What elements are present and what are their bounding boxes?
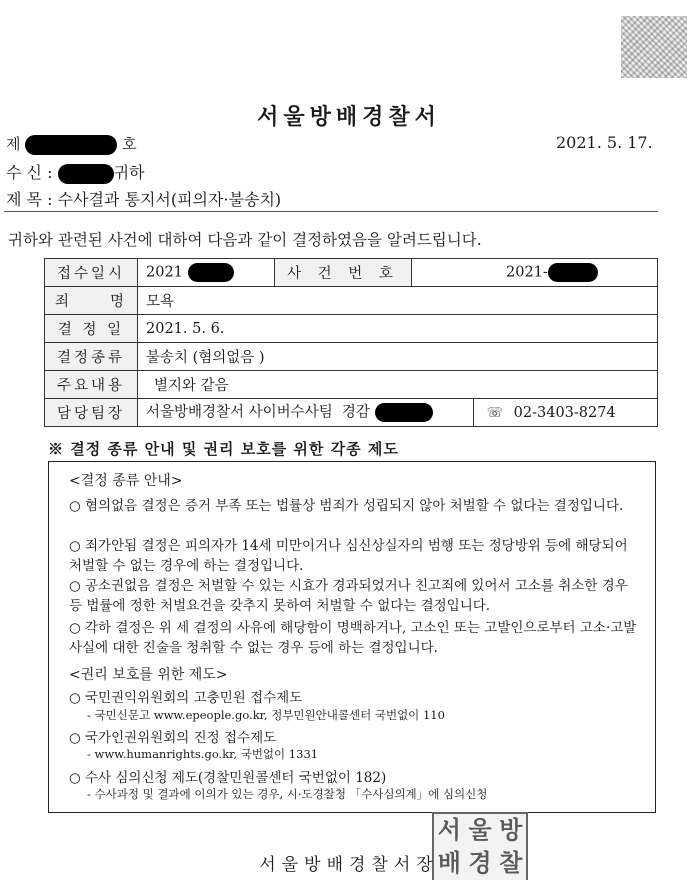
list-item: ○ 수사 심의신청 제도(경찰민원콜센터 국번없이 182) xyxy=(69,770,387,786)
decision-guide-heading: <결정 종류 안내> xyxy=(69,473,183,489)
decision-item-1: 혐의없음 결정은 증거 부족 또는 법률상 범죄가 성립되지 않아 처벌할 수 없다는 결정입니다. xyxy=(85,498,624,514)
recipient-label: 수 신 : xyxy=(6,163,53,182)
rights-item-2: 국가인권위원회의 진정 접수제도 xyxy=(85,730,277,746)
document-number xyxy=(6,133,137,155)
doc-number-suffix: 호 xyxy=(122,135,137,153)
document-date: 2021. 5. 17. xyxy=(556,133,653,152)
phone-number: 02-3403-8274 xyxy=(513,404,616,421)
redaction xyxy=(25,135,117,155)
decision-date-label: 결 정 일 xyxy=(45,315,138,343)
intro-text: 귀하와 관련된 사건에 대하여 다음과 같이 결정하였음을 알려드립니다. xyxy=(8,231,482,249)
decision-type-value: 불송치 (혐의없음 ) xyxy=(138,343,658,371)
content-value: 별지와 같음 xyxy=(138,371,658,399)
decision-date-value: 2021. 5. 6. xyxy=(138,315,658,343)
table-row xyxy=(45,259,658,287)
seal-char: 방 xyxy=(499,815,523,844)
redaction xyxy=(375,403,433,422)
doc-number-prefix: 제 xyxy=(6,135,21,153)
document-title: 서울방배경찰서 xyxy=(257,104,441,130)
rights-item-1: 국민권익위원회의 고충민원 접수제도 xyxy=(85,690,303,706)
notice-heading: ※ 결정 종류 안내 및 권리 보호를 위한 각종 제도 xyxy=(48,440,399,458)
charge-label: 죄 명 xyxy=(45,287,138,315)
decision-item-4: 각하 결정은 위 세 결정의 사유에 해당함이 명백하거나, 고소인 또는 고발인으로부터 고소·고발 사실에 대한 진술을 청취할 수 없는 경우 등에 하는 결정입니다. xyxy=(69,620,637,656)
seal-char: 찰 xyxy=(499,848,523,877)
redaction xyxy=(188,263,234,282)
list-item: ○ 죄가안됨 결정은 피의자가 14세 미만이거나 심신상실자의 범행 또는 정당방위 등에 해당되어 처벌할 수 없는 경우에 하는 결정입니다. xyxy=(69,538,628,574)
rights-item-2-detail: - www.humanrights.go.kr, 국번없이 1331 xyxy=(87,747,319,761)
officer-cell xyxy=(138,399,658,427)
table-row xyxy=(45,343,658,371)
phone-icon: ☏ xyxy=(486,405,504,421)
case-number-value: 2021- xyxy=(506,264,548,281)
list-item: ○ 혐의없음 결정은 증거 부족 또는 법률상 범죄가 성립되지 않아 처벌할 수 없다는 결정입니다. xyxy=(69,498,624,514)
charge-value: 모욕 xyxy=(138,287,658,315)
seal-char: 서 xyxy=(437,815,461,844)
redaction xyxy=(548,263,598,282)
list-item: ○ 국민권익위원회의 고충민원 접수제도 xyxy=(69,690,303,706)
officer-value: 서울방배경찰서 사이버수사팀 경감 xyxy=(146,404,370,421)
qr-code xyxy=(621,16,687,78)
recipient-line xyxy=(6,160,145,184)
decision-type-label: 결정종류 xyxy=(45,343,138,371)
list-item: ○ 공소권없음 결정은 처벌할 수 있는 시효가 경과되었거나 친고죄에 있어서 고소를 취소한 경우 등 법률에 정한 처벌요건을 갖추지 못하여 처벌할 수 없다는 결정입니다. xyxy=(69,578,628,614)
subject-label: 제 목 : xyxy=(6,190,53,209)
rights-item-3: 수사 심의신청 제도(경찰민원콜센터 국번없이 182) xyxy=(85,770,387,786)
seal-char: 경 xyxy=(468,848,492,877)
guidance-box xyxy=(48,461,656,813)
table-row xyxy=(45,371,658,399)
recipient-suffix: 귀하 xyxy=(113,163,145,182)
subject-line xyxy=(6,187,281,210)
received-label: 접수일시 xyxy=(45,259,138,287)
table-row xyxy=(45,315,658,343)
table-row xyxy=(45,399,658,427)
decision-item-3: 공소권없음 결정은 처벌할 수 있는 시효가 경과되었거나 친고죄에 있어서 고소를 취소한 경우 등 법률에 정한 처벌요건을 갖추지 못하여 처벌할 수 없다는 결정입니다. xyxy=(69,578,628,614)
cell-divider xyxy=(473,399,474,426)
received-value: 2021 xyxy=(146,264,183,281)
subject-text: 수사결과 통지서(피의자·불송치) xyxy=(57,190,282,209)
rights-item-1-detail: - 국민신문고 www.epeople.go.kr, 정부민원안내콜센터 국번없이 110 xyxy=(87,708,445,722)
decision-item-2: 죄가안됨 결정은 피의자가 14세 미만이거나 심신상실자의 범행 또는 정당방위 등에 해당되어 처벌할 수 없는 경우에 하는 결정입니다. xyxy=(69,538,628,574)
case-info-table xyxy=(44,258,658,427)
divider xyxy=(4,211,658,212)
content-label: 주요내용 xyxy=(45,371,138,399)
redaction xyxy=(58,164,114,184)
rights-item-3-detail: - 수사과정 및 결과에 이의가 있는 경우, 시·도경찰청 「수사심의계」에 심의신청 xyxy=(87,787,488,801)
case-number-label: 사 건 번 호 xyxy=(275,259,412,287)
seal-char: 배 xyxy=(437,848,461,877)
table-row xyxy=(45,287,658,315)
seal-char: 울 xyxy=(468,815,492,844)
rights-guide-heading: <권리 보호를 위한 제도> xyxy=(69,667,228,683)
list-item: ○ 각하 결정은 위 세 결정의 사유에 해당함이 명백하거나, 고소인 또는 고발인으로부터 고소·고발 사실에 대한 진술을 청취할 수 없는 경우 등에 하는 결정입니다. xyxy=(69,620,637,656)
case-number-cell xyxy=(412,259,658,287)
list-item: ○ 국가인권위원회의 진정 접수제도 xyxy=(69,730,277,746)
issuer-signature: 서울방배경찰서장 xyxy=(259,855,439,875)
received-cell xyxy=(138,259,275,287)
officer-label: 담당팀장 xyxy=(45,399,138,427)
